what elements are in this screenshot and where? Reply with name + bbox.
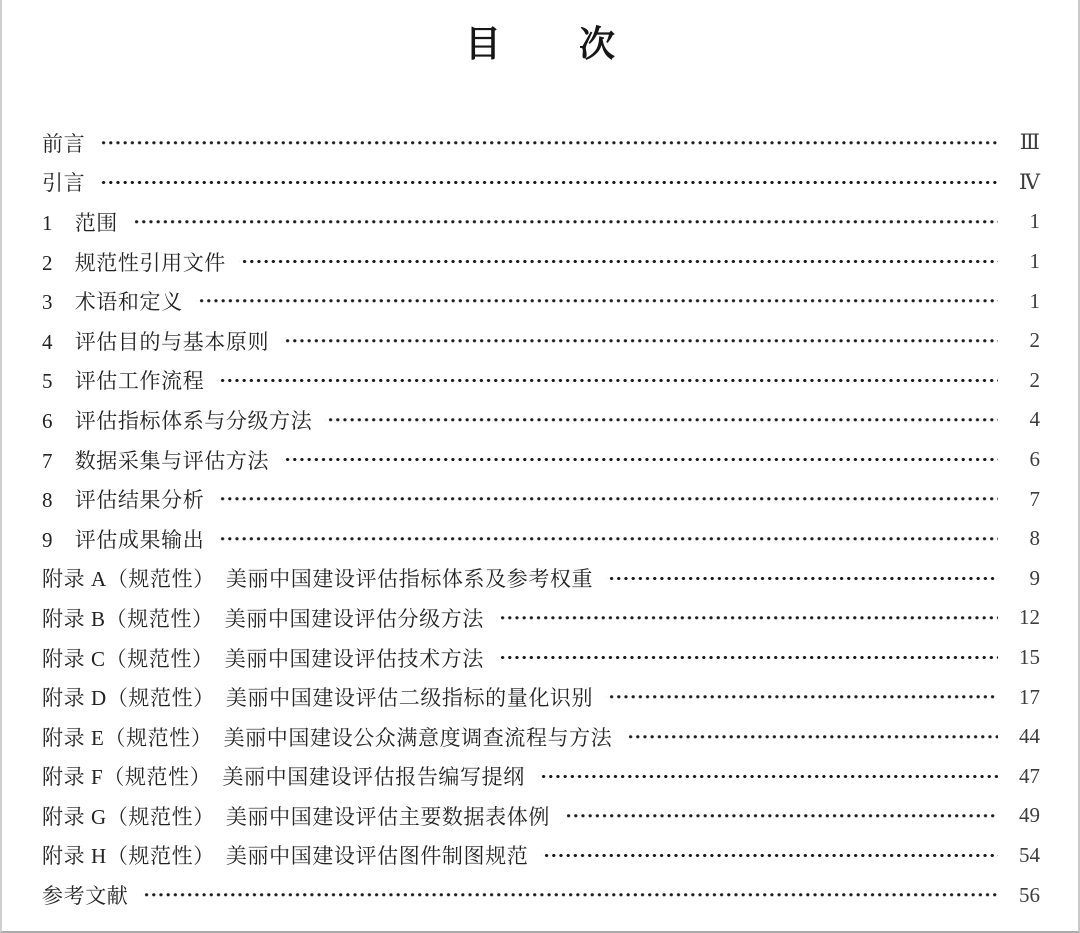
toc-entry	[42, 440, 1040, 480]
toc-entry	[42, 836, 1040, 876]
dot-leader	[98, 163, 998, 203]
dot-leader	[196, 281, 998, 321]
toc-entry	[42, 796, 1040, 836]
toc-entry-label: 6 评估指标体系与分级方法	[42, 408, 313, 433]
toc-entry-label: 附录 H（规范性） 美丽中国建设评估图件制图规范	[42, 844, 529, 869]
toc-entry-page: 7	[1029, 486, 1040, 511]
toc-entry-page: 17	[1019, 684, 1040, 709]
toc-entry	[42, 400, 1040, 440]
dot-leader	[563, 796, 998, 836]
toc-entry-label: 附录 G（规范性） 美丽中国建设评估主要数据表体例	[42, 804, 550, 829]
toc-entry	[42, 361, 1040, 401]
toc-entry	[42, 598, 1040, 638]
toc-entry-page: Ⅳ	[1019, 169, 1040, 194]
toc-entry	[42, 321, 1040, 361]
dot-leader	[239, 242, 998, 282]
toc-entry	[42, 638, 1040, 678]
toc-entry	[42, 242, 1040, 282]
toc-entry-page: 54	[1019, 842, 1040, 867]
page-title: 目 次	[464, 24, 617, 64]
toc-entry-label: 前言	[42, 131, 86, 156]
dot-leader	[606, 559, 998, 599]
toc-page	[2, 0, 1078, 931]
toc-entry	[42, 163, 1040, 203]
toc-entry	[42, 875, 1040, 915]
dot-leader	[282, 321, 998, 361]
dot-leader	[217, 361, 998, 401]
toc-entry-page: 1	[1029, 209, 1040, 234]
toc-entry-label: 2 规范性引用文件	[42, 250, 226, 275]
toc-entry-page: 6	[1029, 447, 1040, 472]
toc-entry-page: Ⅲ	[1019, 130, 1040, 155]
toc-entry-label: 附录 B（规范性） 美丽中国建设评估分级方法	[42, 606, 484, 631]
toc-entry-label: 8 评估结果分析	[42, 488, 205, 513]
toc-entry-page: 2	[1029, 367, 1040, 392]
toc-entry	[42, 677, 1040, 717]
toc-entry	[42, 479, 1040, 519]
toc-entry	[42, 202, 1040, 242]
toc-entry-label: 附录 F（规范性） 美丽中国建设评估报告编写提纲	[42, 765, 525, 790]
toc-entry-page: 47	[1019, 763, 1040, 788]
toc-entry-page: 44	[1019, 724, 1040, 749]
toc-entry-label: 附录 C（规范性） 美丽中国建设评估技术方法	[42, 646, 484, 671]
dot-leader	[98, 123, 998, 163]
toc-entry-page: 49	[1019, 803, 1040, 828]
dot-leader	[625, 717, 998, 757]
toc-entry	[42, 717, 1040, 757]
toc-entry	[42, 519, 1040, 559]
toc-entry-page: 2	[1029, 328, 1040, 353]
dot-leader	[541, 836, 998, 876]
dot-leader	[497, 638, 998, 678]
toc-list	[42, 123, 1040, 915]
toc-entry-label: 附录 A（规范性） 美丽中国建设评估指标体系及参考权重	[42, 567, 594, 592]
dot-leader	[606, 677, 998, 717]
toc-entry-page: 1	[1029, 249, 1040, 274]
toc-entry-label: 3 术语和定义	[42, 290, 183, 315]
toc-entry	[42, 559, 1040, 599]
dot-leader	[538, 757, 998, 797]
toc-entry-label: 引言	[42, 171, 86, 196]
toc-entry-page: 9	[1029, 565, 1040, 590]
dot-leader	[131, 202, 998, 242]
dot-leader	[497, 598, 998, 638]
toc-entry-page: 1	[1029, 288, 1040, 313]
toc-entry-label: 1 范围	[42, 210, 118, 235]
toc-entry-page: 12	[1019, 605, 1040, 630]
toc-entry-label: 参考文献	[42, 884, 129, 909]
toc-entry-label: 9 评估成果输出	[42, 527, 205, 552]
toc-entry-page: 56	[1019, 882, 1040, 907]
toc-entry-label: 4 评估目的与基本原则	[42, 329, 270, 354]
toc-entry	[42, 281, 1040, 321]
dot-leader	[325, 400, 998, 440]
toc-entry-page: 4	[1029, 407, 1040, 432]
toc-entry-label: 7 数据采集与评估方法	[42, 448, 270, 473]
toc-entry	[42, 757, 1040, 797]
dot-leader	[217, 519, 998, 559]
toc-entry-label: 5 评估工作流程	[42, 369, 205, 394]
dot-leader	[141, 875, 998, 915]
toc-entry-label: 附录 E（规范性） 美丽中国建设公众满意度调查流程与方法	[42, 725, 613, 750]
toc-entry-page: 15	[1019, 645, 1040, 670]
dot-leader	[282, 440, 998, 480]
dot-leader	[217, 479, 998, 519]
toc-entry-page: 8	[1029, 526, 1040, 551]
toc-entry-label: 附录 D（规范性） 美丽中国建设评估二级指标的量化识别	[42, 686, 594, 711]
toc-entry	[42, 123, 1040, 163]
